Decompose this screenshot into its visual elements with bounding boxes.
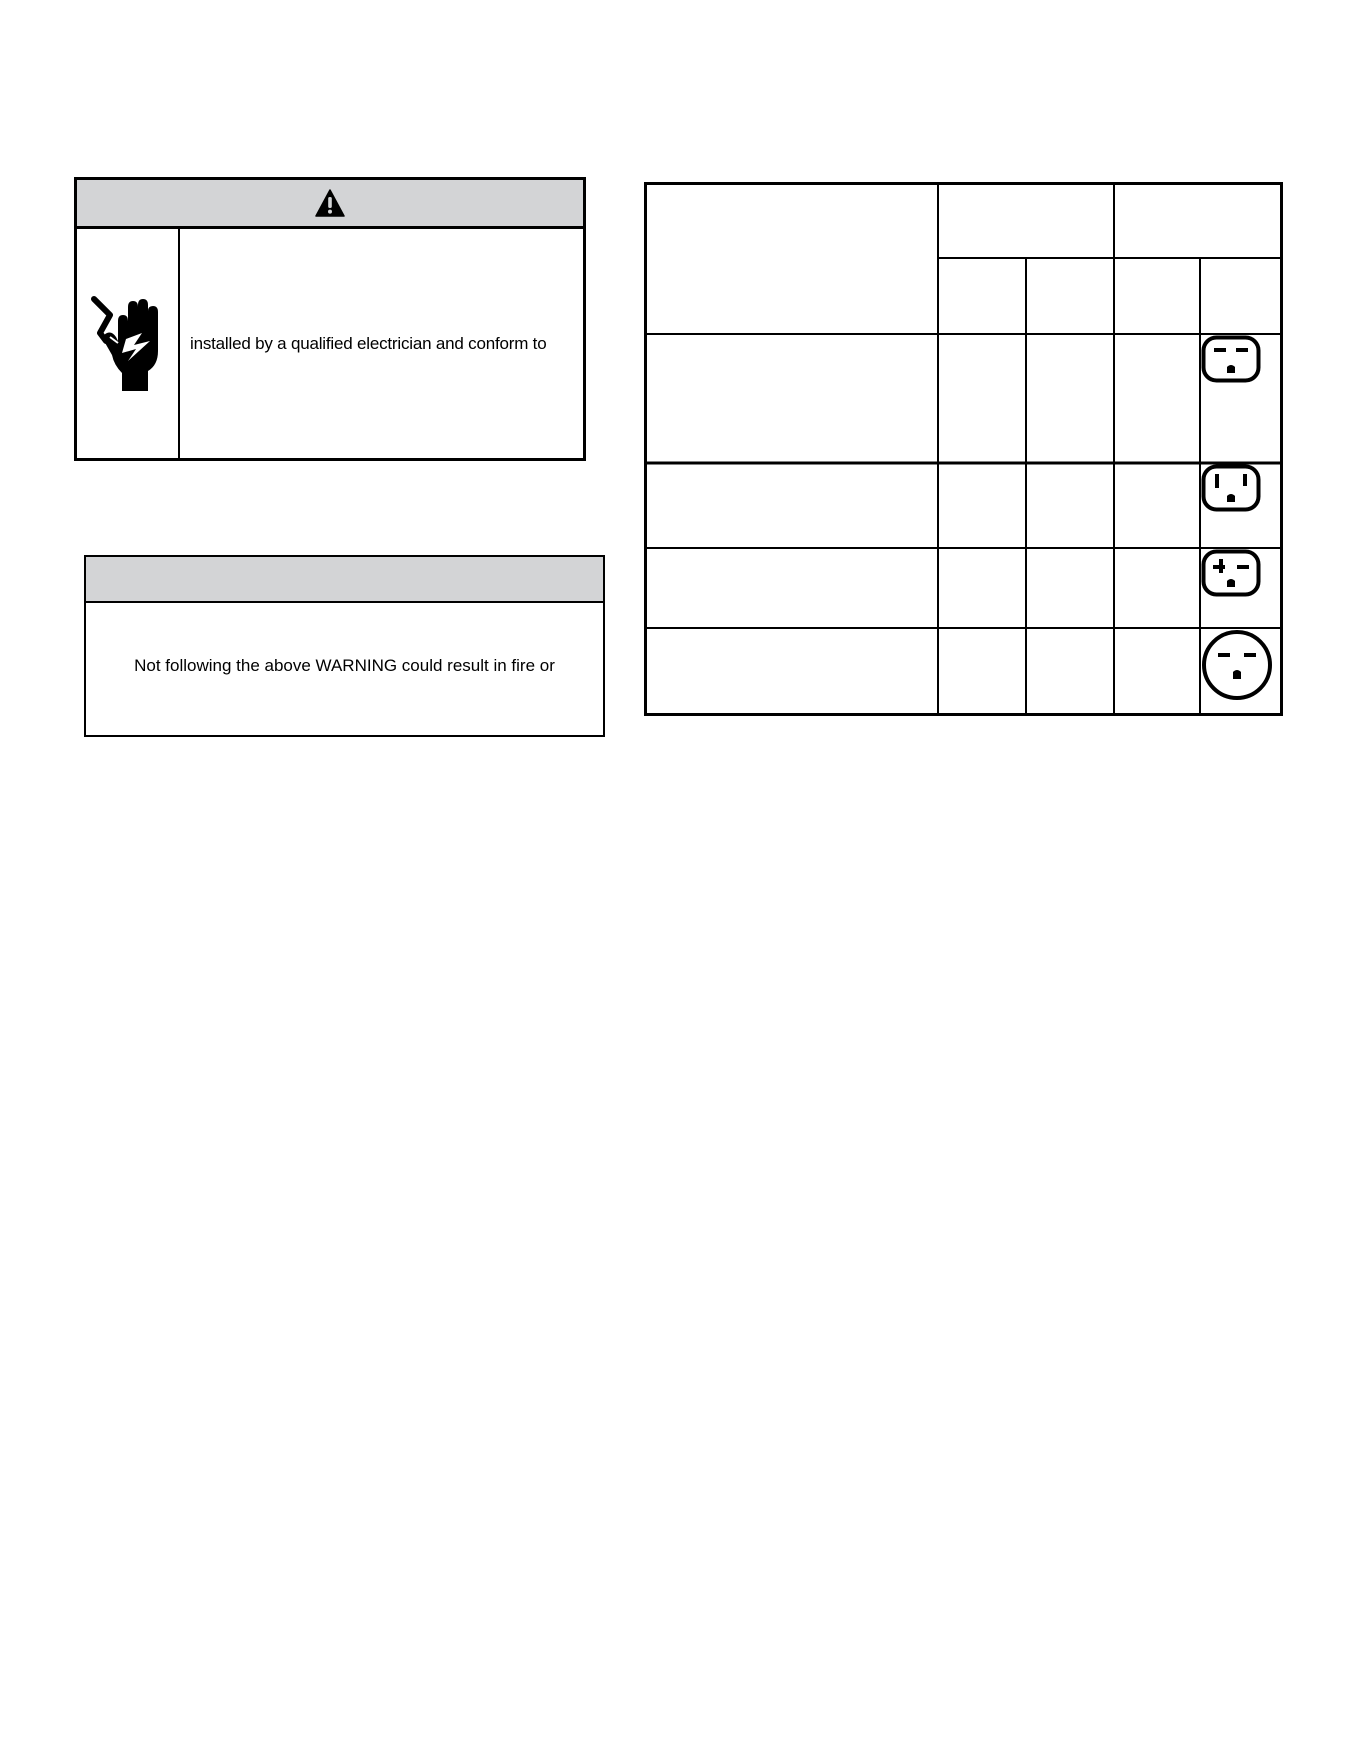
- warning-icon-cell: [77, 229, 180, 458]
- outlet-20a-tandem-icon: [1201, 335, 1261, 383]
- outlet-cell-row-2: [1201, 464, 1282, 548]
- warning-box: [74, 177, 586, 461]
- notice-box: [84, 555, 605, 737]
- warning-text-cell: [180, 229, 583, 458]
- outlet-20a-t-slot-icon: [1201, 549, 1261, 597]
- notice-body: [86, 603, 603, 735]
- notice-header: [86, 557, 603, 603]
- outlet-round-icon: [1201, 629, 1273, 701]
- warning-text: installed by a qualified electrician and conform to: [190, 333, 547, 353]
- notice-text: Not following the above WARNING could result in fire or: [134, 656, 555, 675]
- outlet-cell-row-4: [1201, 629, 1282, 715]
- warning-header: [77, 180, 583, 229]
- outlet-cell-row-1: [1201, 335, 1282, 463]
- warning-triangle-icon: [315, 189, 345, 217]
- outlet-requirements-table: [644, 182, 1283, 716]
- electrical-shock-hand-icon: [88, 289, 168, 399]
- outlet-cell-row-3: [1201, 549, 1282, 628]
- table-grid: [644, 182, 1283, 716]
- outlet-15a-icon: [1201, 464, 1261, 512]
